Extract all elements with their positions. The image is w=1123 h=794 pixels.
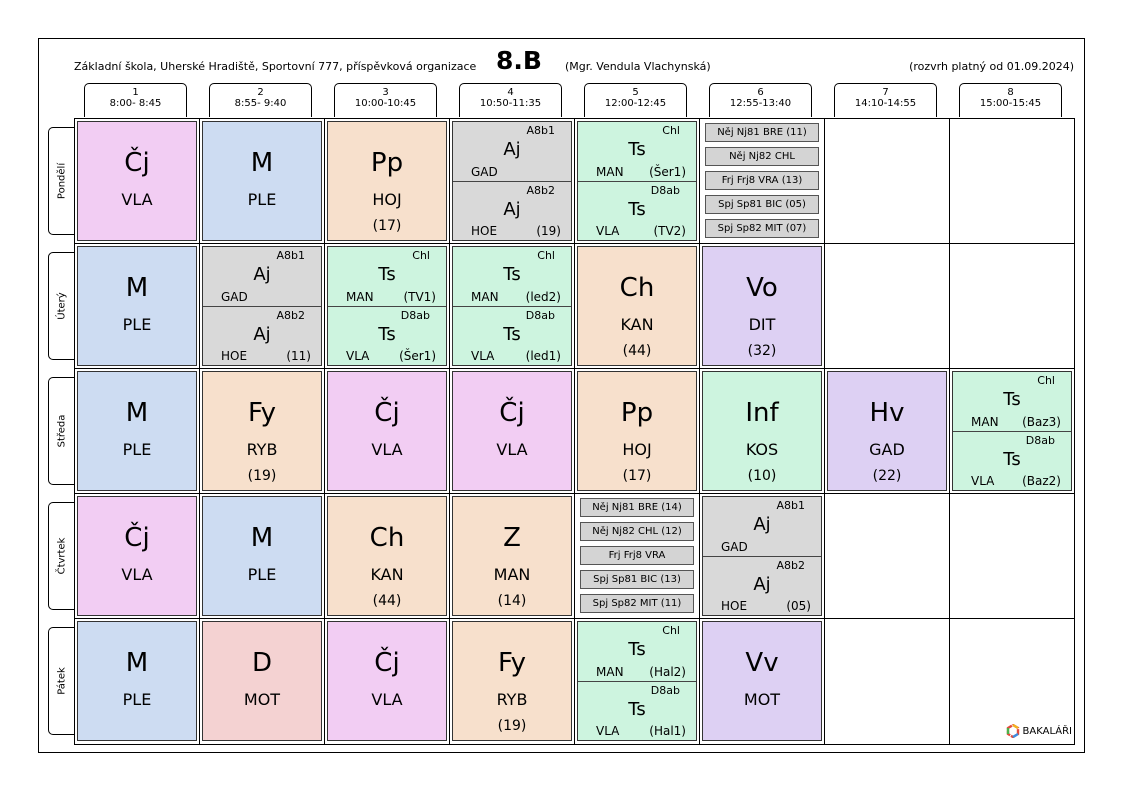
lesson-cell: M PLE xyxy=(202,496,322,616)
grid-line xyxy=(324,118,325,745)
bakalari-logo-icon xyxy=(1006,724,1020,738)
period-header: 7 14:10-14:55 xyxy=(834,83,937,117)
day-label: Středa xyxy=(48,377,74,485)
period-header: 8 15:00-15:45 xyxy=(959,83,1062,117)
split-lesson-cell: Chl Ts MAN (Baz3) D8ab Ts VLA (Baz2) xyxy=(952,371,1072,491)
bakalari-logo: BAKALÁŘI xyxy=(1006,724,1072,738)
lesson-cell: Čj VLA xyxy=(77,121,197,241)
day-label: Pátek xyxy=(48,627,74,735)
day-label: Čtvrtek xyxy=(48,502,74,610)
lesson-cell: Inf KOS (10) xyxy=(702,371,822,491)
lesson-cell: Čj VLA xyxy=(327,371,447,491)
lesson-cell: Hv GAD (22) xyxy=(827,371,947,491)
language-groups-cell: Něj Nj81 BRE (14) Něj Nj82 CHL (12) Frj Frj8 VRA Spj Sp81 BIC (13) Spj Sp82 MIT (11) xyxy=(577,496,697,616)
grid-line xyxy=(449,118,450,745)
lesson-cell: Ch KAN (44) xyxy=(327,496,447,616)
lesson-cell: Fy RYB (19) xyxy=(202,371,322,491)
lesson-cell: M PLE xyxy=(77,246,197,366)
day-label: Úterý xyxy=(48,252,74,360)
lesson-cell: Vv MOT xyxy=(702,621,822,741)
split-lesson-cell: Chl Ts MAN (Hal2) D8ab Ts VLA (Hal1) xyxy=(577,621,697,741)
period-header: 4 10:50-11:35 xyxy=(459,83,562,117)
validity-date: (rozvrh platný od 01.09.2024) xyxy=(909,60,1074,73)
lesson-cell: Fy RYB (19) xyxy=(452,621,572,741)
grid-line xyxy=(824,118,825,745)
period-header: 5 12:00-12:45 xyxy=(584,83,687,117)
split-lesson-cell: Chl Ts MAN (TV1) D8ab Ts VLA (Šer1) xyxy=(327,246,447,366)
grid-line xyxy=(949,118,950,745)
language-groups-cell: Něj Nj81 BRE (11) Něj Nj82 CHL Frj Frj8 VRA (13) Spj Sp81 BIC (05) Spj Sp82 MIT (07) xyxy=(702,121,822,241)
lesson-cell: Ch KAN (44) xyxy=(577,246,697,366)
day-label: Pondělí xyxy=(48,127,74,235)
period-header: 3 10:00-10:45 xyxy=(334,83,437,117)
lesson-cell: M PLE xyxy=(77,621,197,741)
class-title: 8.B xyxy=(496,46,542,75)
period-header: 1 8:00- 8:45 xyxy=(84,83,187,117)
split-lesson-cell: A8b1 Aj GAD A8b2 Aj HOE (05) xyxy=(702,496,822,616)
split-lesson-cell: A8b1 Aj GAD A8b2 Aj HOE (19) xyxy=(452,121,572,241)
lesson-cell: Pp HOJ (17) xyxy=(577,371,697,491)
grid-line xyxy=(574,118,575,745)
lesson-cell: M PLE xyxy=(77,371,197,491)
period-header: 2 8:55- 9:40 xyxy=(209,83,312,117)
grid-line xyxy=(199,118,200,745)
grid-line xyxy=(699,118,700,745)
split-lesson-cell: Chl Ts MAN (led2) D8ab Ts VLA (led1) xyxy=(452,246,572,366)
period-header: 6 12:55-13:40 xyxy=(709,83,812,117)
class-teacher: (Mgr. Vendula Vlachynská) xyxy=(565,60,711,73)
lesson-cell: Čj VLA xyxy=(77,496,197,616)
split-lesson-cell: A8b1 Aj GAD A8b2 Aj HOE (11) xyxy=(202,246,322,366)
lesson-cell: Pp HOJ (17) xyxy=(327,121,447,241)
lesson-cell: Vo DIT (32) xyxy=(702,246,822,366)
lesson-cell: Čj VLA xyxy=(327,621,447,741)
lesson-cell: Z MAN (14) xyxy=(452,496,572,616)
lesson-cell: M PLE xyxy=(202,121,322,241)
lesson-cell: D MOT xyxy=(202,621,322,741)
lesson-cell: Čj VLA xyxy=(452,371,572,491)
split-lesson-cell: Chl Ts MAN (Šer1) D8ab Ts VLA (TV2) xyxy=(577,121,697,241)
school-name: Základní škola, Uherské Hradiště, Sportovní 777, příspěvková organizace xyxy=(74,60,477,73)
